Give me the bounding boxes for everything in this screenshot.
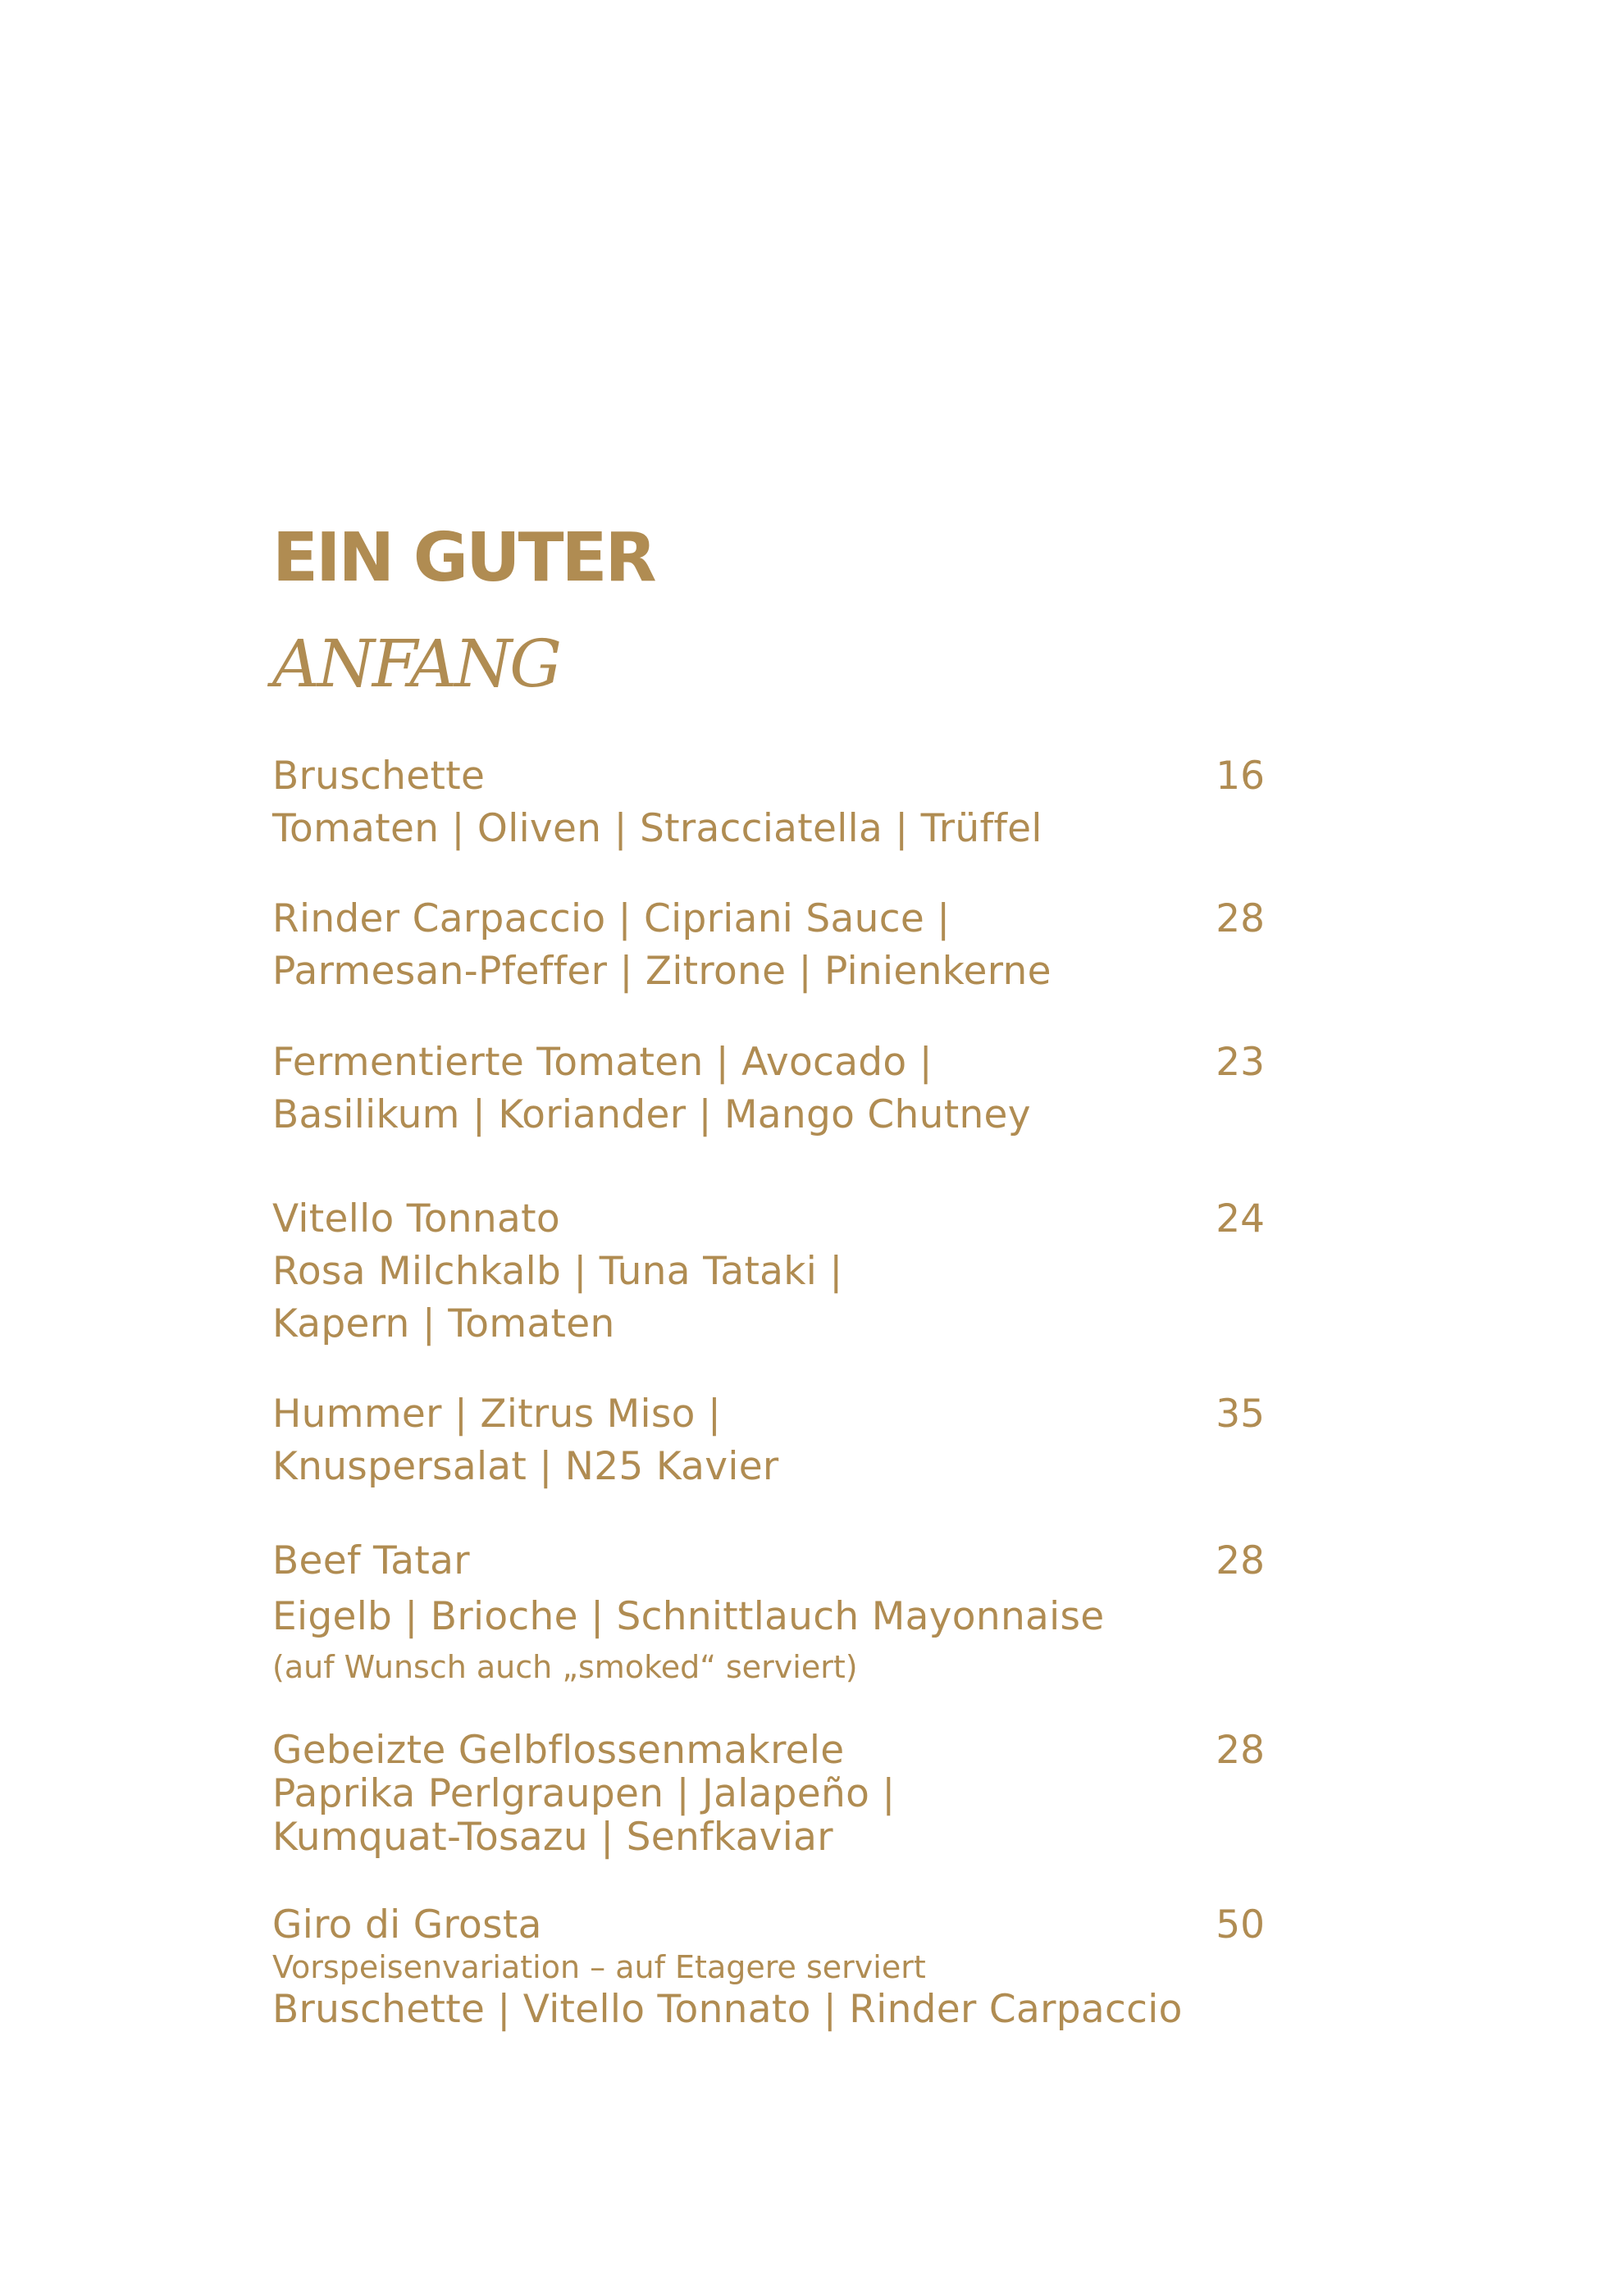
menu-item-title: Vitello Tonnato bbox=[272, 1196, 560, 1241]
menu-item-note: (auf Wunsch auch „smoked“ serviert) bbox=[272, 1649, 858, 1685]
menu-item-title: Rinder Carpaccio | Cipriani Sauce | bbox=[272, 896, 951, 941]
menu-item-title: Bruschette bbox=[272, 754, 486, 799]
menu-item-price: 28 bbox=[1216, 1728, 1265, 1773]
section-subheading: ANFANG bbox=[272, 626, 560, 702]
menu-item-description: Eigelb | Brioche | Schnittlauch Mayonnaise bbox=[272, 1594, 1105, 1639]
menu-item-price: 23 bbox=[1216, 1040, 1265, 1085]
menu-item-price: 50 bbox=[1216, 1902, 1265, 1947]
menu-item-price: 28 bbox=[1216, 896, 1265, 941]
menu-item-description: Kumquat-Tosazu | Senfkaviar bbox=[272, 1815, 833, 1860]
menu-item-price: 28 bbox=[1216, 1538, 1265, 1583]
menu-item-description: Kapern | Tomaten bbox=[272, 1301, 615, 1346]
menu-item-bruschette bbox=[272, 750, 1265, 855]
menu-item-price: 35 bbox=[1216, 1392, 1265, 1437]
menu-item-title: Hummer | Zitrus Miso | bbox=[272, 1392, 722, 1437]
menu-item-title: Giro di Grosta bbox=[272, 1902, 542, 1947]
menu-item-description: Rosa Milchkalb | Tuna Tataki | bbox=[272, 1249, 843, 1294]
section-heading: EIN GUTER bbox=[272, 519, 655, 597]
menu-item-title: Fermentierte Tomaten | Avocado | bbox=[272, 1040, 933, 1085]
menu-item-title: Gebeizte Gelbflossenmakrele bbox=[272, 1728, 845, 1773]
menu-item-hummer bbox=[272, 1388, 1265, 1493]
menu-item-description: Tomaten | Oliven | Stracciatella | Trüffel bbox=[272, 806, 1042, 851]
menu-item-gelbflossenmakrele bbox=[272, 1729, 1265, 1859]
menu-item-price: 16 bbox=[1216, 754, 1265, 799]
menu-item-vitello-tonnato bbox=[272, 1193, 1265, 1351]
menu-item-description: Basilikum | Koriander | Mango Chutney bbox=[272, 1092, 1031, 1137]
menu-item-giro-di-grosta bbox=[272, 1903, 1265, 2031]
menu-item-rinder-carpaccio bbox=[272, 893, 1265, 998]
menu-item-description: Knuspersalat | N25 Kavier bbox=[272, 1444, 779, 1489]
menu-item-description: Parmesan-Pfeffer | Zitrone | Pinienkerne bbox=[272, 949, 1051, 994]
menu-item-description: Bruschette | Vitello Tonnato | Rinder Carpaccio bbox=[272, 1987, 1183, 2032]
menu-item-note: Vorspeisenvariation – auf Etagere serviert bbox=[272, 1949, 926, 1985]
menu-item-beef-tatar bbox=[272, 1535, 1265, 1691]
menu-item-title: Beef Tatar bbox=[272, 1538, 470, 1583]
menu-item-description: Paprika Perlgraupen | Jalapeño | bbox=[272, 1771, 896, 1816]
menu-item-fermentierte-tomaten bbox=[272, 1036, 1265, 1141]
menu-item-price: 24 bbox=[1216, 1196, 1265, 1241]
